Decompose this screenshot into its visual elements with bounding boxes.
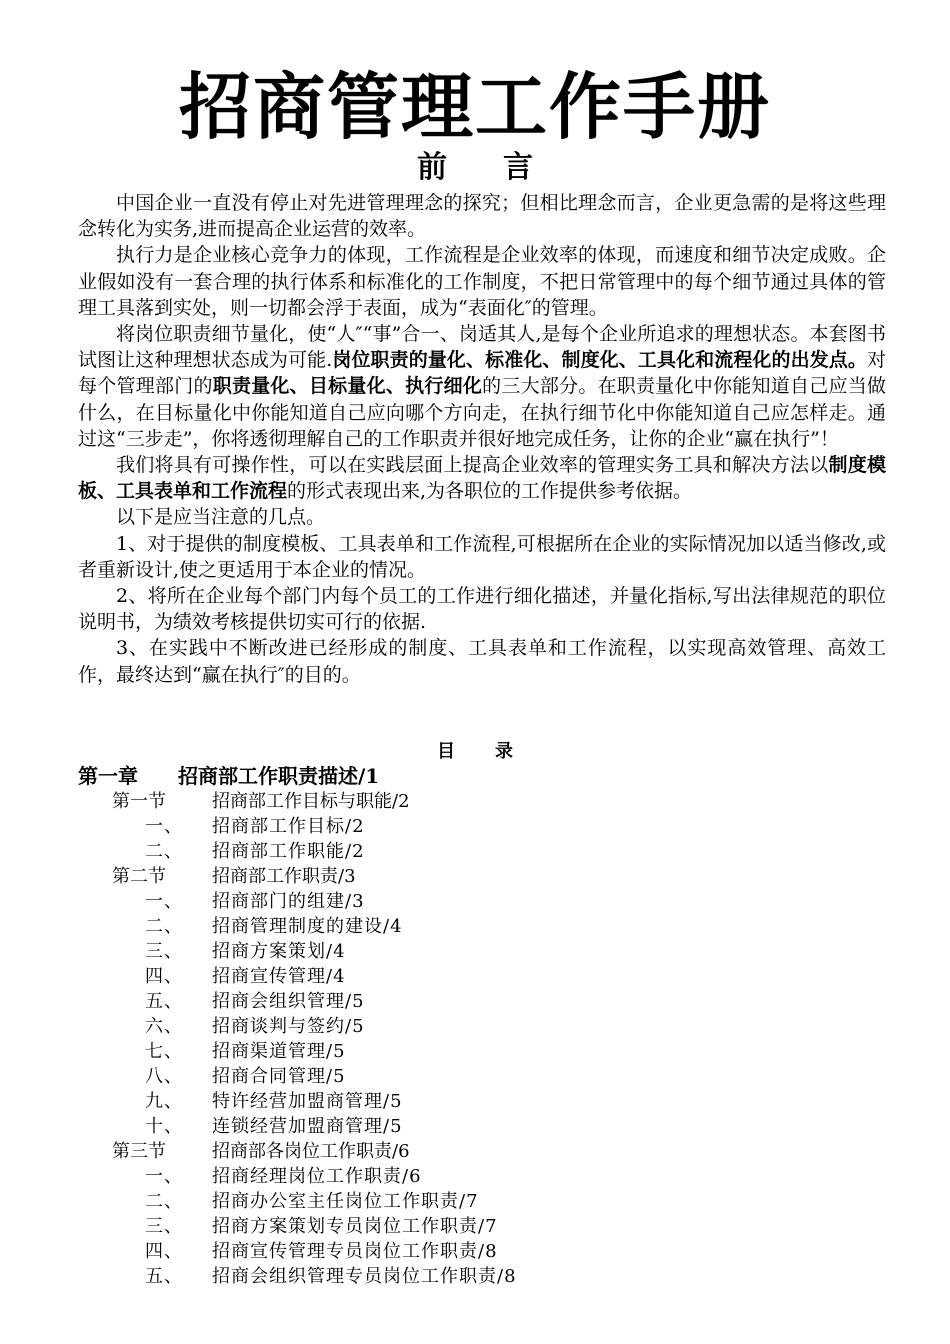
toc-item	[78, 914, 898, 939]
toc-entry-text: 连锁经营加盟商管理/5	[212, 1116, 403, 1137]
toc-chapter	[78, 764, 898, 789]
toc-entry-text: 招商方案策划/4	[212, 941, 346, 962]
toc-number: 一、	[145, 816, 183, 837]
toc-number: 一、	[145, 891, 183, 912]
toc-item	[78, 1164, 898, 1189]
paragraph-text: 我们将具有可操作性，可以在实践层面上提高企业效率的管理实务工具和解决方法以	[116, 454, 829, 477]
toc-section	[78, 1139, 898, 1164]
toc-number: 第一章	[78, 764, 138, 788]
toc-heading: 目录	[437, 741, 553, 762]
toc-entry-text: 招商方案策划专员岗位工作职责/7	[212, 1216, 498, 1237]
document-title: 招商管理工作手册	[178, 65, 771, 149]
toc-number: 第一节	[112, 791, 166, 812]
preface-paragraph	[78, 190, 886, 242]
toc-item	[78, 1239, 898, 1264]
toc-item	[78, 989, 898, 1014]
toc-item	[78, 939, 898, 964]
toc-number: 四、	[145, 966, 183, 987]
toc-number: 四、	[145, 1241, 183, 1262]
toc-number: 七、	[145, 1041, 183, 1062]
preface-paragraph	[78, 635, 886, 687]
toc-entry-text: 招商部工作职能/2	[212, 841, 365, 862]
toc-item	[78, 889, 898, 914]
toc-number: 八、	[145, 1066, 183, 1087]
preface-paragraph	[78, 583, 886, 635]
toc-number: 六、	[145, 1016, 183, 1037]
paragraph-text: 的三大部分。在职责量化中你能知道自己应当做什么，在目标量化中你能知道自己应向哪个方向走，在执行细节化中你能知道自己应怎样走。通过这“三步走”，你将透彻理解自己的工作职责并很好地完成任务，让你的企业“赢在执行”！	[78, 375, 886, 450]
toc-item	[78, 1114, 898, 1139]
paragraph-text: 2、将所在企业每个部门内每个员工的工作进行细化描述，并量化指标,写出法律规范的职位说明书，为绩效考核提供切实可行的依据.	[78, 585, 886, 634]
toc-entry-text: 招商经理岗位工作职责/6	[212, 1166, 422, 1187]
paragraph-text: 3、在实践中不断改进已经形成的制度、工具表单和工作流程，以实现高效管理、高效工作，最终达到“赢在执行″的目的。	[78, 637, 886, 686]
toc-entry-text: 招商会组织管理专员岗位工作职责/8	[212, 1266, 517, 1287]
paragraph-text: 执行力是企业核心竞争力的体现，工作流程是企业效率的体现，而速度和细节决定成败。企业假如没有一套合理的执行体系和标准化的工作制度，不把日常管理中的每个细节通过具体的管理工具落到实处，则一切都会浮于表面，成为“表面化″的管理。	[78, 244, 886, 319]
toc-item	[78, 964, 898, 989]
paragraph-text: 将岗位职责细节量化，使“人″“事”合一、岗适其人,是每个企业所追求的理想状态。本套图书试图让这种理想状态成为可能.	[78, 323, 886, 372]
toc-number: 五、	[145, 991, 183, 1012]
toc-entry-text: 招商宣传管理/4	[212, 966, 346, 987]
toc-item	[78, 1014, 898, 1039]
preface-paragraph	[78, 321, 886, 452]
preface-paragraph	[78, 452, 886, 504]
emphasis-text: 岗位职责的量化、标准化、制度化、工具化和流程化的出发点。	[332, 349, 867, 372]
paragraph-text: 对每个管理部门的	[78, 349, 886, 398]
toc-number: 一、	[145, 1166, 183, 1187]
preface-paragraph	[78, 504, 886, 530]
toc-item	[78, 814, 898, 839]
toc-entry-text: 招商宣传管理专员岗位工作职责/8	[212, 1241, 498, 1262]
toc-entry-text: 招商合同管理/5	[212, 1066, 346, 1087]
toc-number: 三、	[145, 1216, 183, 1237]
toc-item	[78, 1214, 898, 1239]
toc-item	[78, 1039, 898, 1064]
emphasis-text: 制度模板、工具表单和工作流程	[78, 454, 886, 503]
toc-entry-text: 招商部工作目标/2	[212, 816, 365, 837]
toc-number: 九、	[145, 1091, 183, 1112]
toc-entry-text: 招商部各岗位工作职责/6	[212, 1141, 410, 1162]
paragraph-text: 的形式表现出来,为各职位的工作提供参考依据。	[287, 480, 693, 503]
toc-item	[78, 1064, 898, 1089]
toc-number: 十、	[145, 1116, 183, 1137]
toc-item	[78, 1189, 898, 1214]
paragraph-text: 以下是应当注意的几点。	[116, 506, 326, 529]
toc-number: 五、	[145, 1266, 183, 1287]
toc-section	[78, 864, 898, 889]
toc-number: 二、	[145, 916, 183, 937]
preface-heading: 前言	[417, 150, 589, 185]
toc-entry-text: 招商部工作目标与职能/2	[212, 791, 410, 812]
toc-section	[78, 789, 898, 814]
toc-item	[78, 1089, 898, 1114]
toc-number: 二、	[145, 1191, 183, 1212]
toc-entry-text: 招商管理制度的建设/4	[212, 916, 403, 937]
preface-body	[78, 190, 886, 688]
emphasis-text: 职责量化、目标量化、执行细化	[212, 375, 483, 398]
preface-paragraph	[78, 531, 886, 583]
toc-entry-text: 招商渠道管理/5	[212, 1041, 346, 1062]
toc-entry-text: 招商部门的组建/3	[212, 891, 365, 912]
paragraph-text: 1、对于提供的制度模板、工具表单和工作流程,可根据所在企业的实际情况加以适当修改,或者重新设计,使之更适用于本企业的情况。	[78, 532, 886, 581]
toc-item	[78, 839, 898, 864]
paragraph-text: 中国企业一直没有停止对先进管理理念的探究；但相比理念而言，企业更急需的是将这些理念转化为实务,进而提高企业运营的效率。	[78, 192, 886, 241]
toc-number: 第三节	[112, 1141, 166, 1162]
toc-number: 第二节	[112, 866, 166, 887]
toc-entry-text: 招商办公室主任岗位工作职责/7	[212, 1191, 479, 1212]
toc-item	[78, 1264, 898, 1289]
toc-entry-text: 特许经营加盟商管理/5	[212, 1091, 403, 1112]
toc-entry-text: 招商会组织管理/5	[212, 991, 365, 1012]
preface-paragraph	[78, 242, 886, 321]
toc-entry-text: 招商部工作职责描述/1	[178, 764, 380, 788]
toc-entry-text: 招商谈判与签约/5	[212, 1016, 365, 1037]
table-of-contents	[78, 764, 898, 1289]
toc-number: 二、	[145, 841, 183, 862]
toc-number: 三、	[145, 941, 183, 962]
toc-entry-text: 招商部工作职责/3	[212, 866, 356, 887]
